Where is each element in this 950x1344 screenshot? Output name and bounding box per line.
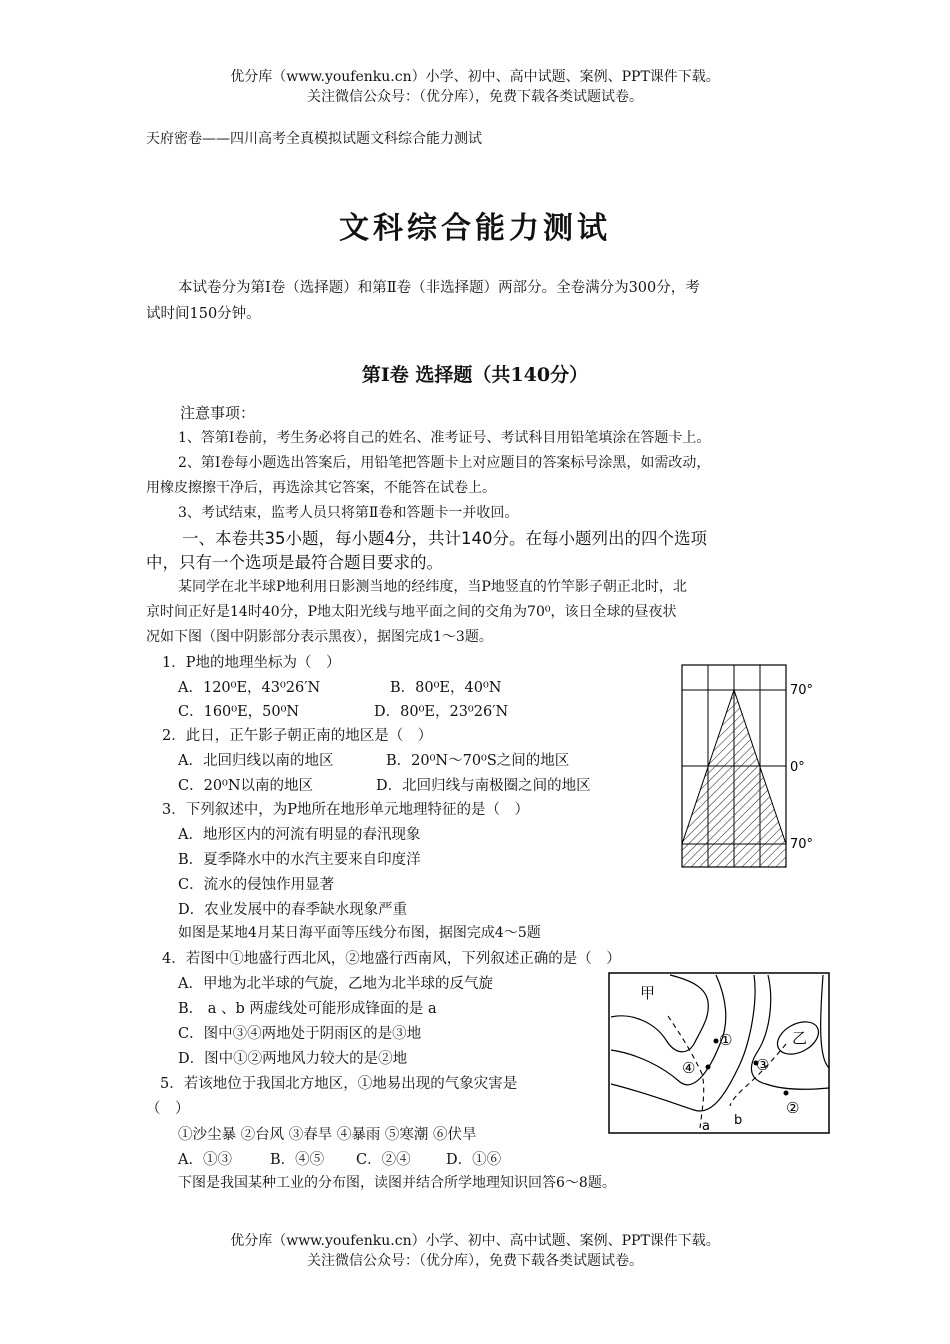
q3-option-d: D．农业发展中的春季缺水现象严重	[178, 902, 408, 918]
q1-stem: 1．P地的地理坐标为（ ）	[162, 655, 341, 671]
q2-option-d: D．北回归线与南极圈之间的地区	[376, 778, 591, 794]
section-title: 第Ⅰ卷 选择题（共140分）	[361, 364, 589, 386]
q3-option-c: C．流水的侵蚀作用显著	[178, 877, 335, 893]
q5-option-d: D．①⑥	[446, 1152, 502, 1168]
q1-option-d: D．80⁰E，23⁰26′N	[374, 704, 509, 720]
header-line-2: 关注微信公众号：（优分库），免费下载各类试题试卷。	[307, 89, 643, 105]
intro-line-2: 试时间150分钟。	[146, 306, 261, 322]
footer-line-1: 优分库（www.youfenku.cn）小学、初中、高中试题、案例、PPT课件下载。	[230, 1233, 720, 1249]
passage1-line-2: 京时间正好是14时40分，P地太阳光线与地平面之间的交角为70⁰，该日全球的昼夜状	[146, 604, 677, 620]
note-2b: 用橡皮擦擦干净后，再选涂其它答案，不能答在试卷上。	[146, 480, 496, 496]
q5-option-b: B．④⑤	[270, 1152, 325, 1168]
q2-stem: 2．此日，正午影子朝正南的地区是（ ）	[162, 728, 433, 744]
q4-option-d: D．图中①②两地风力较大的是②地	[178, 1051, 408, 1067]
isobar-map-figure	[608, 972, 830, 1134]
label-line-b: b	[734, 1113, 743, 1128]
q3-option-a: A．地形区内的河流有明显的春汛现象	[178, 827, 421, 843]
note-1: 1、答第Ⅰ卷前，考生务必将自己的姓名、准考证号、考试科目用铅笔填涂在答题卡上。	[178, 430, 711, 446]
q2-option-b: B．20⁰N～70⁰S之间的地区	[386, 753, 570, 769]
page-title: 文科综合能力测试	[339, 211, 611, 246]
q4-stem: 4．若图中①地盛行西北风，②地盛行西南风，下列叙述正确的是（ ）	[162, 951, 621, 967]
intro-line-1: 本试卷分为第Ⅰ卷（选择题）和第Ⅱ卷（非选择题）两部分。全卷满分为300分，考	[178, 280, 700, 296]
passage2: 如图是某地4月某日海平面等压线分布图，据图完成4～5题	[178, 925, 541, 941]
header-line-1: 优分库（www.youfenku.cn）小学、初中、高中试题、案例、PPT课件下载。	[230, 69, 720, 85]
label-yi: 乙	[792, 1029, 808, 1047]
q4-option-b: B． a 、b 两虚线处可能形成锋面的是 a	[178, 1001, 437, 1017]
lat-label-70n: 70°	[790, 683, 814, 698]
q3-stem: 3．下列叙述中，为P地所在地形单元地理特征的是（ ）	[162, 802, 529, 818]
day-night-figure	[675, 662, 835, 872]
passage1-line-3: 况如下图（图中阴影部分表示黑夜），据图完成1～3题。	[146, 629, 493, 645]
passage3: 下图是我国某种工业的分布图，读图并结合所学地理知识回答6～8题。	[178, 1175, 616, 1191]
footer-line-2: 关注微信公众号：（优分库），免费下载各类试题试卷。	[307, 1253, 643, 1269]
q2-option-c: C．20⁰N以南的地区	[178, 778, 314, 794]
label-line-a: a	[702, 1119, 710, 1134]
q3-option-b: B．夏季降水中的水汽主要来自印度洋	[178, 852, 421, 868]
passage1-line-1: 某同学在北半球P地利用日影测当地的经纬度，当P地竖直的竹竿影子朝正北时，北	[178, 579, 687, 595]
q5-items: ①沙尘暴 ②台风 ③春旱 ④暴雨 ⑤寒潮 ⑥伏旱	[178, 1127, 477, 1143]
note-3: 3、考试结束，监考人员只将第Ⅱ卷和答题卡一并收回。	[178, 505, 519, 521]
q4-option-c: C．图中③④两地处于阴雨区的是③地	[178, 1026, 422, 1042]
q5-paren: （ ）	[146, 1101, 190, 1117]
label-point-1: ①	[719, 1031, 733, 1049]
q5-option-c: C．②④	[356, 1152, 411, 1168]
note-2a: 2、第Ⅰ卷每小题选出答案后，用铅笔把答题卡上对应题目的答案标号涂黑，如需改动，	[178, 455, 711, 471]
q5-option-a: A．①③	[178, 1152, 232, 1168]
label-point-2: ②	[786, 1099, 800, 1117]
q1-option-c: C．160⁰E，50⁰N	[178, 704, 300, 720]
q5-stem: 5．若该地位于我国北方地区，①地易出现的气象灾害是	[160, 1076, 518, 1092]
q1-option-a: A．120⁰E，43⁰26′N	[178, 680, 321, 696]
notes-heading: 注意事项：	[180, 404, 256, 422]
part1-line-2: 中，只有一个选项是最符合题目要求的。	[146, 553, 443, 572]
q4-option-a: A．甲地为北半球的气旋，乙地为北半球的反气旋	[178, 976, 493, 992]
label-jia: 甲	[640, 984, 656, 1002]
lat-label-0: 0°	[790, 760, 805, 775]
q2-option-a: A．北回归线以南的地区	[178, 753, 334, 769]
exam-subtitle: 天府密卷——四川高考全真模拟试题文科综合能力测试	[146, 131, 482, 147]
label-point-4: ④	[682, 1059, 696, 1077]
label-point-3: ③	[756, 1056, 770, 1074]
q1-option-b: B．80⁰E，40⁰N	[390, 680, 502, 696]
part1-line-1: 一、本卷共35小题，每小题4分，共计140分。在每小题列出的四个选项	[182, 529, 707, 548]
lat-label-70s: 70°	[790, 837, 814, 852]
